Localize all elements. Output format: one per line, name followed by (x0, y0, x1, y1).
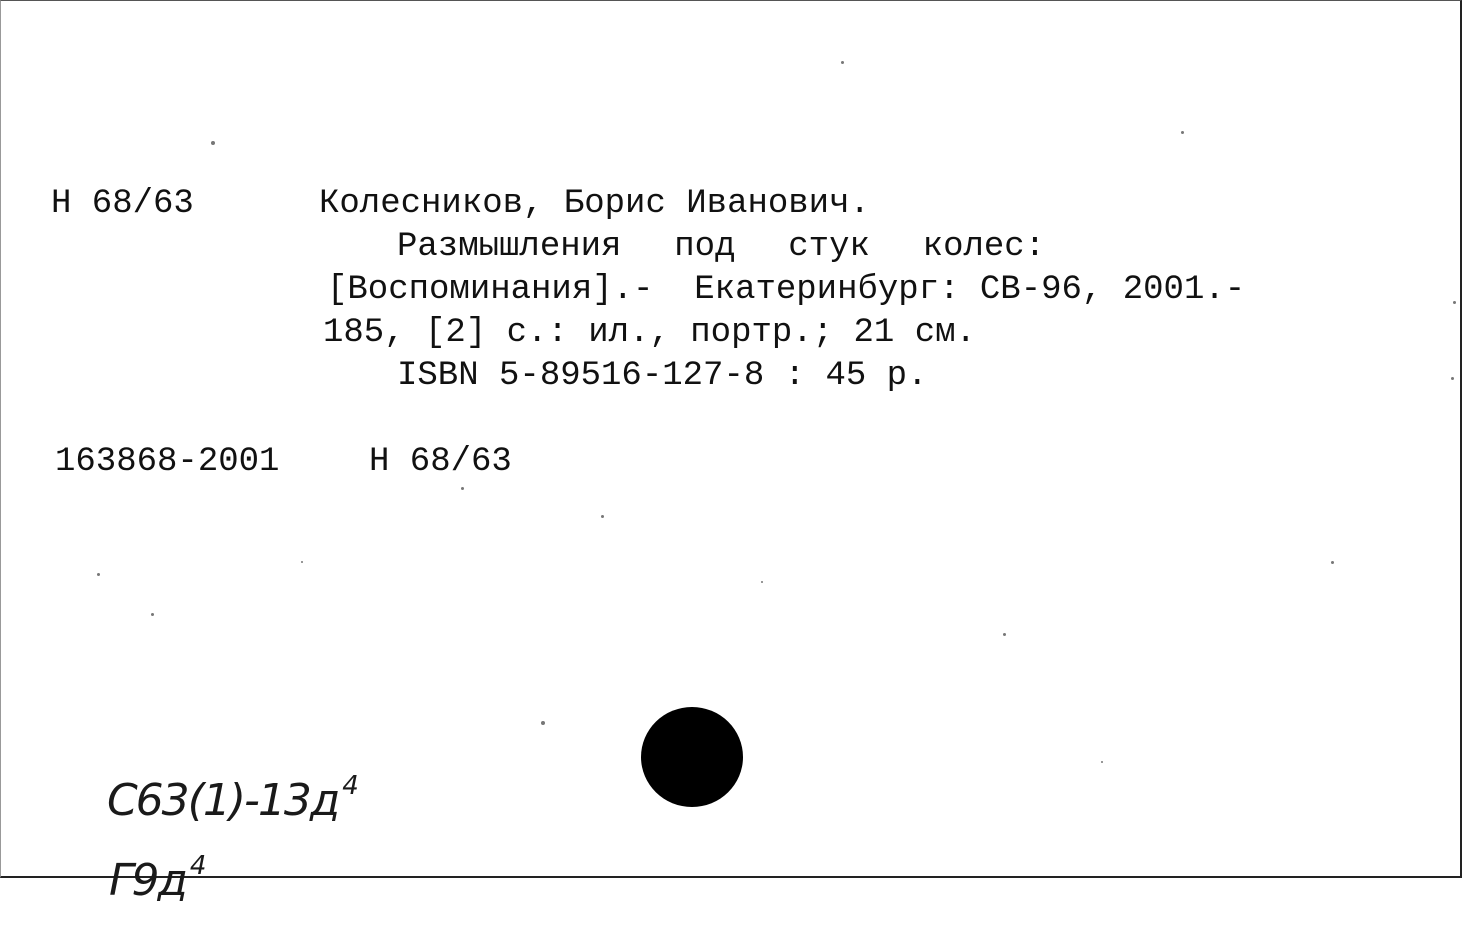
scan-speck (1331, 561, 1334, 564)
title-line: Размышления под стук колес: (397, 228, 1046, 266)
scan-speck (1003, 633, 1006, 636)
scan-speck (1101, 761, 1103, 763)
punch-hole (641, 707, 743, 807)
handwritten-class-mark-2-text: Г9д (108, 855, 186, 906)
scan-speck (841, 61, 844, 64)
isbn-line: ISBN 5-89516-127-8 : 45 р. (397, 357, 928, 395)
physical-description-line: 185, [2] с.: ил., портр.; 21 см. (323, 314, 976, 352)
author-heading: Колесников, Борис Иванович. (319, 185, 870, 223)
scan-speck (461, 487, 464, 490)
imprint-line: [Воспоминания].- Екатеринбург: СВ-96, 2001.- (327, 271, 1246, 309)
scan-speck (541, 721, 545, 725)
handwritten-class-mark-1-text: С63(1)-13д (106, 775, 339, 826)
scan-speck (1451, 377, 1454, 380)
scan-speck (1453, 301, 1456, 304)
scan-speck (601, 515, 604, 518)
scan-speck (211, 141, 215, 145)
scan-speck (761, 581, 763, 583)
accession-number: 163868-2001 (55, 443, 280, 481)
shelfmark-repeat: Н 68/63 (369, 443, 512, 481)
scan-speck (97, 573, 100, 576)
scan-speck (1181, 131, 1184, 134)
scan-speck (301, 561, 303, 563)
handwritten-class-mark-2-sup: 4 (189, 851, 205, 881)
scan-speck (151, 613, 154, 616)
shelfmark: Н 68/63 (51, 185, 194, 223)
handwritten-class-mark-1-sup: 4 (342, 771, 357, 801)
handwritten-class-mark-2 (61, 815, 204, 947)
